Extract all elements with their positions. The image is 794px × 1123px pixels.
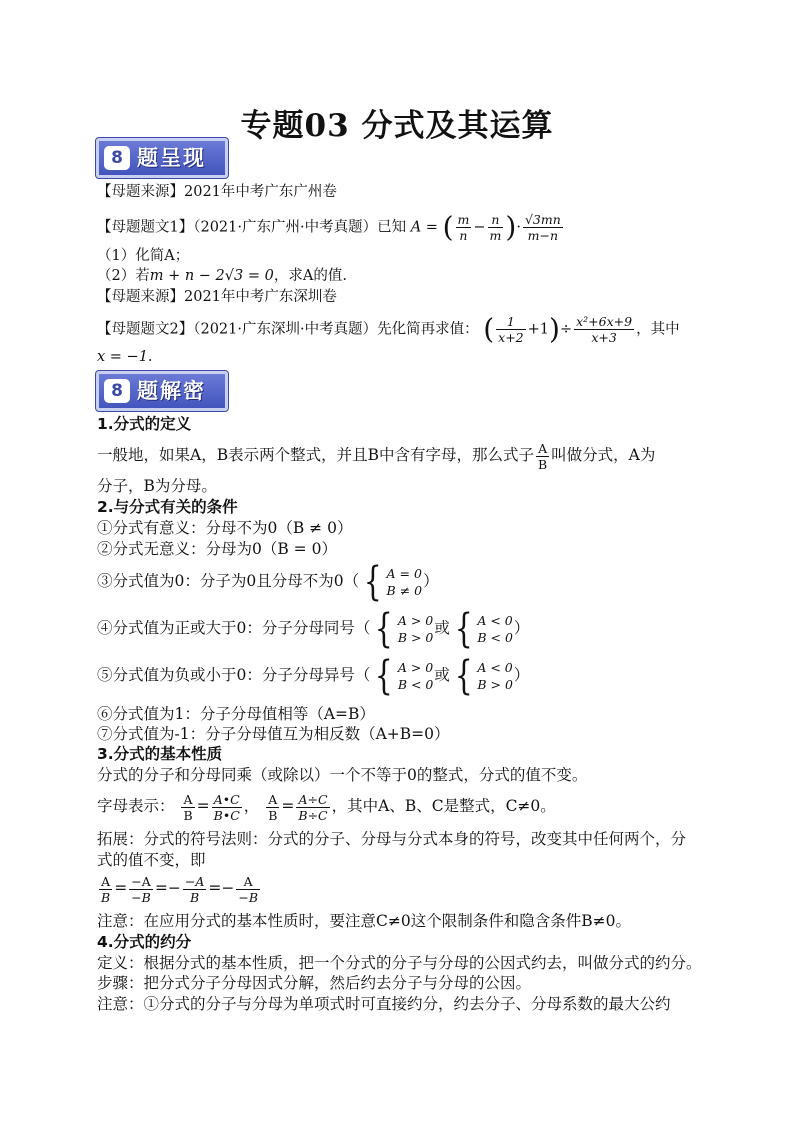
problem-1: 【母题题文1】（2021·广东广州·中考真题）已知 A = ( $\frac{m}{n}$ − $\frac{n}{m}$ )· $\frac{√3mn}{m-n}$ <box>97 210 561 244</box>
section-banner-explain <box>96 371 228 411</box>
source-line-2: 【母题来源】2021年中考广东深圳卷 <box>97 289 337 305</box>
banner-label: 题呈现 <box>137 146 206 170</box>
property-line-4: 式的值不变，即 <box>97 851 206 869</box>
condition-4: ④分式值为正或大于0：分子分母同号（ { A > 0 B > 0 或 { A < 0 B < 0 ） <box>97 606 530 652</box>
problem-1-part-1: （1）化简A； <box>97 248 190 264</box>
property-line-1: 分式的分子和分母同乘（或除以）一个不等于0的整式，分式的值不变。 <box>97 766 588 784</box>
section-heading-4: 4.分式的约分 <box>97 933 192 951</box>
problem-2: 【母题题文2】（2021·广东深圳·中考真题）先化简再求值： ( $\frac{1}{x+2}$ +1)÷ $\frac{\text{x²+6x+9}}{x+3}$ ，其中 <box>97 312 680 346</box>
reduction-note: 注意：①分式的分子与分母为单项式时可直接约分，约去分子、分母系数的最大公约 <box>97 995 671 1013</box>
property-formula: 字母表示： $\frac{A}{B}$ = $\frac{A•C}{B•C}$ ， $\frac{A}{B}$ = $\frac{A\div C}{B\div C}$ ，其中A、B、C是整式，C≠0。 <box>97 791 556 823</box>
condition-6: ⑥分式值为1：分子分母值相等（A=B） <box>97 705 375 723</box>
logo-icon: 8 <box>104 146 130 170</box>
reduction-steps: 步骤：把分式分子分母因式分解，然后约去分子与分母的公因。 <box>97 974 532 992</box>
section-heading-3: 3.分式的基本性质 <box>97 745 223 763</box>
definition-line-2: 分子，B为分母。 <box>97 477 217 495</box>
problem-2-cont: x = −1. <box>97 349 153 365</box>
definition-line-1: 一般地，如果A，B表示两个整式，并且B中含有字母，那么式子 $\frac{A}{B}$ 叫做分式，A为 <box>97 440 656 472</box>
condition-5: ⑤分式值为负或小于0：分子分母异号（ { A > 0 B < 0 或 { A < 0 B > 0 ） <box>97 653 530 699</box>
condition-2: ②分式无意义：分母为0（B = 0） <box>97 540 337 558</box>
source-line-1: 【母题来源】2021年中考广东广州卷 <box>97 184 337 200</box>
section-banner-problem <box>96 138 228 178</box>
section-heading-1: 1.分式的定义 <box>97 415 192 433</box>
reduction-definition: 定义：根据分式的基本性质，把一个分式的分子与分母的公因式约去，叫做分式的约分。 <box>97 954 702 972</box>
condition-3: ③分式值为0：分子为0且分母不为0（ { A = 0 B ≠ 0 ） <box>97 559 439 605</box>
problem-1-part-2: （2）若m + n − 2√3 = 0，求A的值. <box>97 268 347 284</box>
condition-1: ①分式有意义：分母不为0（B ≠ 0） <box>97 519 353 537</box>
property-line-3: 拓展：分式的符号法则：分式的分子、分母与分式本身的符号，改变其中任何两个，分 <box>97 830 687 848</box>
page-title: 专题03 分式及其运算 <box>240 108 554 144</box>
section-heading-2: 2.与分式有关的条件 <box>97 498 238 516</box>
logo-icon: 8 <box>104 379 130 403</box>
banner-label: 题解密 <box>137 379 206 403</box>
property-note: 注意：在应用分式的基本性质时，要注意C≠0这个限制条件和隐含条件B≠0。 <box>97 912 631 930</box>
sign-rule-formula: $\frac{A}{B}$ = $\frac{-A}{-B}$ =− $\frac{-A}{B}$ =− $\frac{A}{-B}$ <box>101 873 259 905</box>
condition-7: ⑦分式值为-1：分子分母值互为相反数（A+B=0） <box>97 725 450 743</box>
